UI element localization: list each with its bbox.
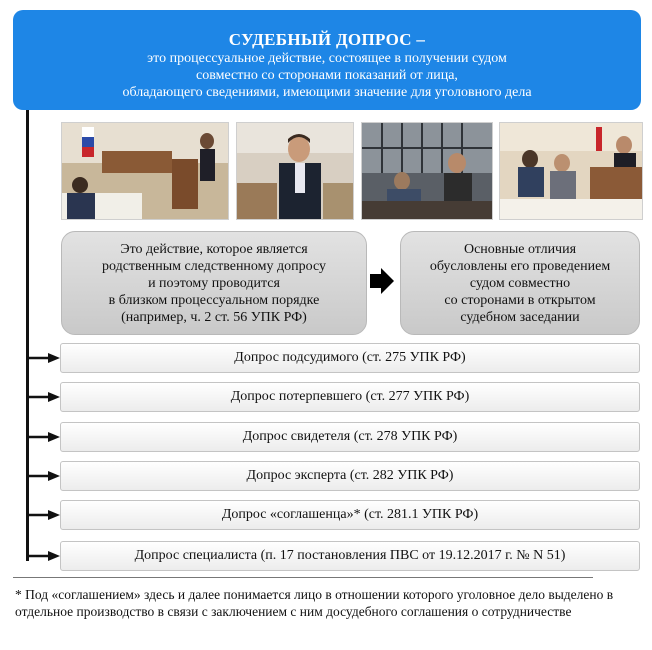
left-box-line-5: (например, ч. 2 ст. 56 УПК РФ) <box>121 309 307 325</box>
right-explanation-box <box>400 231 640 335</box>
header-title: СУДЕБНЫЙ ДОПРОС – <box>228 30 426 49</box>
connector-arrow-icon <box>28 510 60 520</box>
row-cooperator-interrogation: Допрос «соглашенца»* (ст. 281.1 УПК РФ) <box>60 500 640 530</box>
row-defendant-interrogation: Допрос подсудимого (ст. 275 УПК РФ) <box>60 343 640 373</box>
row-victim-interrogation: Допрос потерпевшего (ст. 277 УПК РФ) <box>60 382 640 412</box>
courtroom-photo-2 <box>236 122 354 220</box>
right-box-line-5: судебном заседании <box>460 309 580 325</box>
courtroom-photo-1 <box>61 122 229 220</box>
connector-arrow-icon <box>28 353 60 363</box>
definition-header <box>13 10 641 110</box>
connector-arrow-icon <box>28 432 60 442</box>
footnote-separator <box>13 577 593 578</box>
right-box-line-3: судом совместно <box>469 275 571 291</box>
courtroom-photo-3 <box>361 122 493 220</box>
row-expert-interrogation: Допрос эксперта (ст. 282 УПК РФ) <box>60 461 640 491</box>
right-arrow-icon <box>370 268 394 294</box>
right-box-line-2: обусловлены его проведением <box>429 258 611 274</box>
left-explanation-box <box>61 231 367 335</box>
row-specialist-interrogation: Допрос специалиста (п. 17 постановления ПВС от 19.12.2017 г. № N 51) <box>60 541 640 571</box>
left-box-line-4: в близком процессуальном порядке <box>108 292 320 308</box>
connector-arrow-icon <box>28 551 60 561</box>
header-line-1: это процессуальное действие, состоящее в получении судом <box>147 51 507 66</box>
left-box-line-2: родственным следственному допросу <box>101 258 327 274</box>
right-box-line-1: Основные отличия <box>463 241 577 257</box>
header-line-2: совместно со сторонами показаний от лица, <box>196 68 458 83</box>
connector-arrow-icon <box>28 471 60 481</box>
left-box-line-3: и поэтому проводится <box>148 275 280 291</box>
footnote-text: * Под «соглашением» здесь и далее понимается лицо в отношении которого уголовное дело выделено в отдельное производство в связи с заключением с ним досудебного соглашения о сотрудничестве <box>15 587 614 619</box>
row-witness-interrogation: Допрос свидетеля (ст. 278 УПК РФ) <box>60 422 640 452</box>
header-line-3: обладающего сведениями, имеющими значение для уголовного дела <box>122 85 532 100</box>
connector-spine <box>26 110 29 561</box>
left-box-line-1: Это действие, которое является <box>120 241 308 257</box>
connector-arrow-icon <box>28 392 60 402</box>
right-box-line-4: со сторонами в открытом <box>444 292 596 308</box>
courtroom-photo-4 <box>499 122 643 220</box>
